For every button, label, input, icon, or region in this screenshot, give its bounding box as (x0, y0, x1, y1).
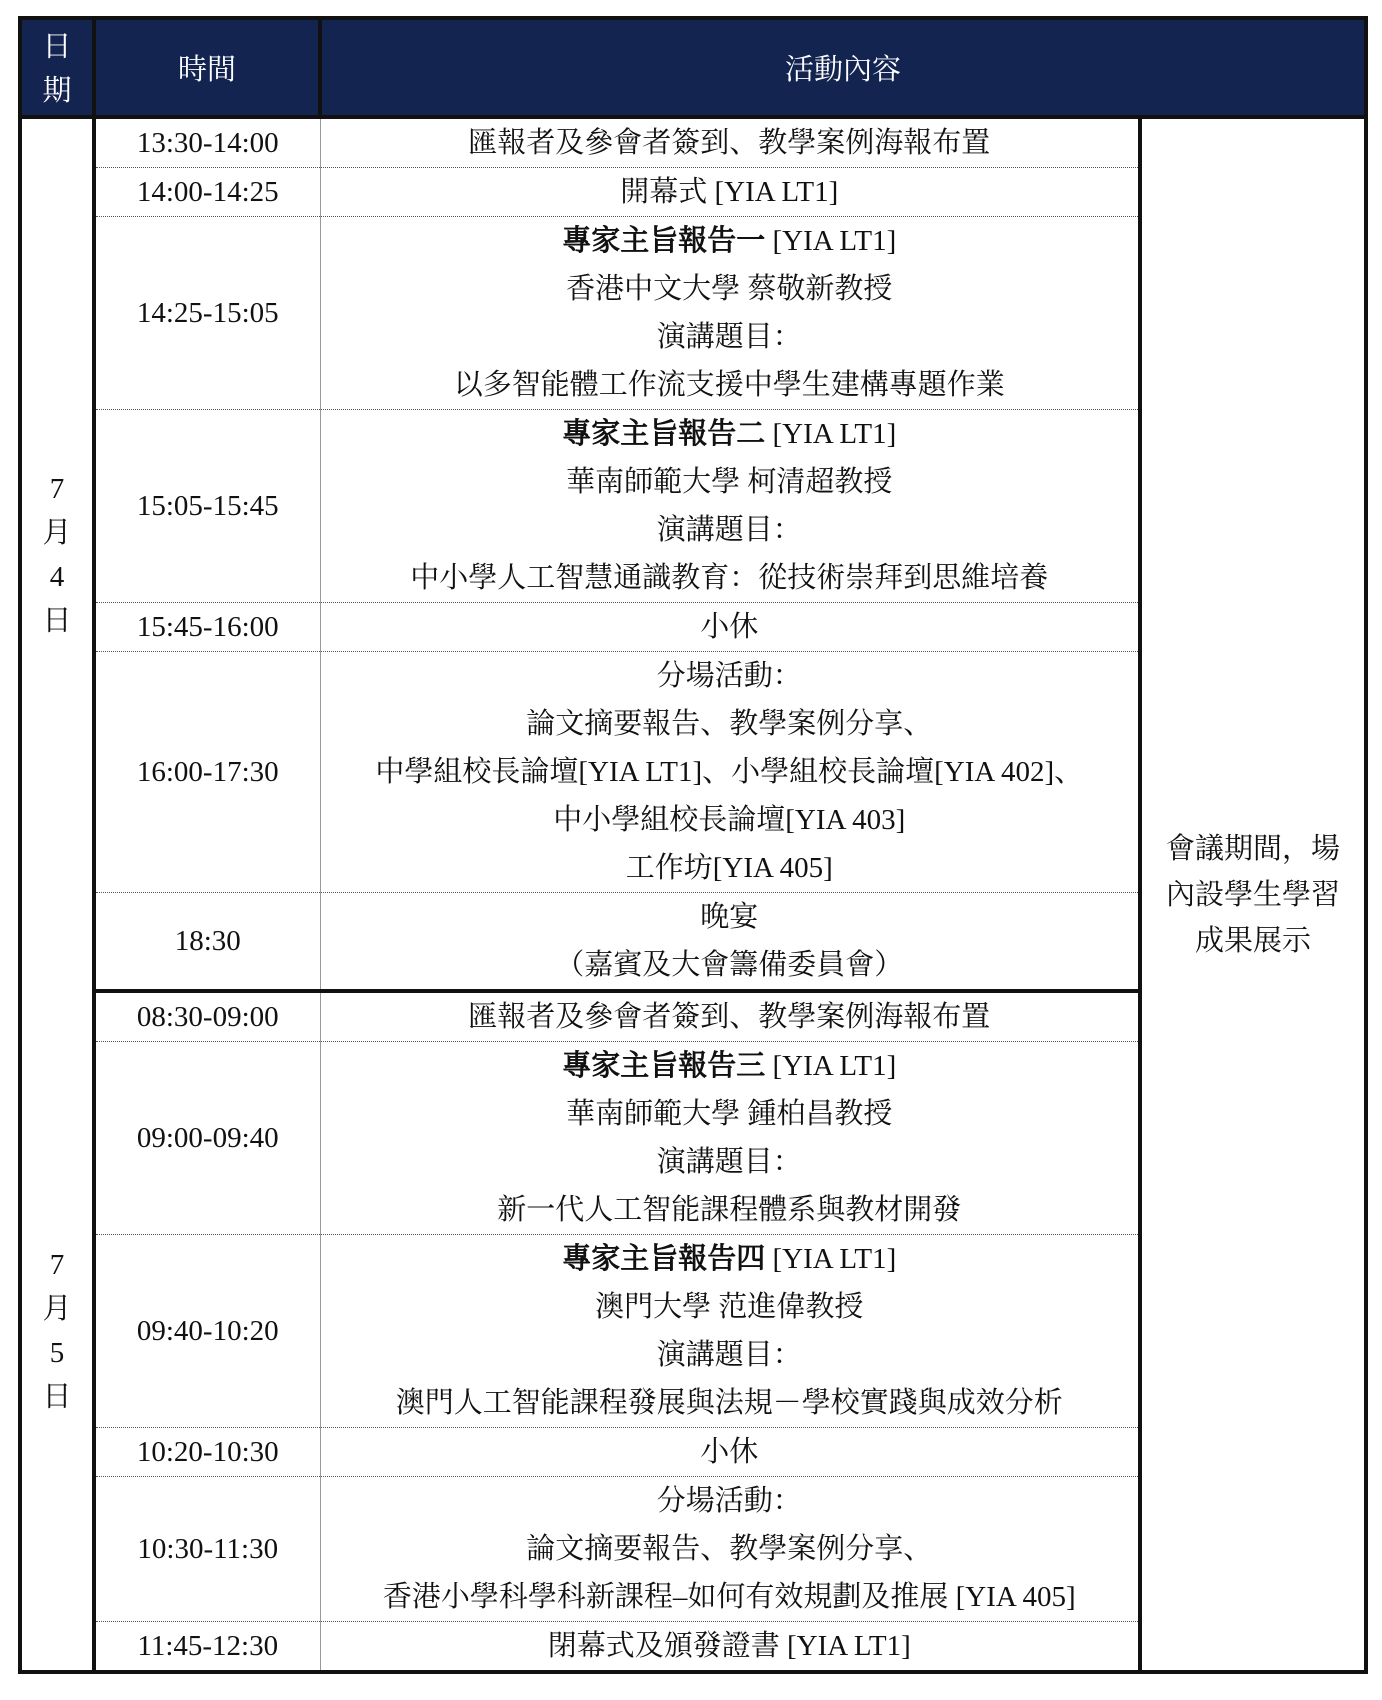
time-cell: 16:00-17:30 (94, 652, 320, 893)
time-cell: 15:05-15:45 (94, 410, 320, 603)
schedule-table (18, 16, 1368, 1674)
activity-cell (320, 652, 1140, 893)
activity-line: （嘉賓及大會籌備委員會） (555, 949, 904, 981)
time-cell: 10:20-10:30 (94, 1428, 320, 1477)
activity-cell (320, 991, 1140, 1042)
activity-cell (320, 1477, 1140, 1622)
activity-line: 晚宴 (700, 901, 759, 933)
activity-cell (320, 1042, 1140, 1235)
activity-line: 分場活動： (656, 1485, 802, 1517)
schedule-body (20, 117, 1366, 1672)
time-cell: 15:45-16:00 (94, 603, 320, 652)
activity-cell (320, 117, 1140, 168)
keynote-title: 專家主旨報告三 (562, 1050, 766, 1082)
time-cell: 09:00-09:40 (94, 1042, 320, 1235)
day-date-cell: 7 月 4 日 (20, 117, 94, 991)
day-date-cell: 7 月 5 日 (20, 991, 94, 1672)
header-row (20, 18, 1366, 117)
activity-cell (320, 410, 1140, 603)
activity-line: 論文摘要報告、教學案例分享、 (526, 708, 933, 740)
table-row (20, 117, 1366, 168)
activity-line: 專家主旨報告三 [YIA LT1] (562, 1050, 897, 1082)
activity-line: 論文摘要報告、教學案例分享、 (526, 1533, 933, 1565)
keynote-title: 專家主旨報告四 (562, 1243, 766, 1275)
time-cell: 14:25-15:05 (94, 217, 320, 410)
activity-line: 演講題目： (656, 1146, 802, 1178)
time-cell: 10:30-11:30 (94, 1477, 320, 1622)
exhibition-note: 會議期間，場內設學生學習成果展示 (1140, 117, 1366, 1672)
activity-cell (320, 1428, 1140, 1477)
activity-line: 專家主旨報告四 [YIA LT1] (562, 1243, 897, 1275)
activity-line: 開幕式 [YIA LT1] (620, 176, 839, 208)
keynote-title: 專家主旨報告二 (562, 418, 766, 450)
activity-cell (320, 217, 1140, 410)
activity-line: 澳門人工智能課程發展與法規－學校實踐與成效分析 (395, 1387, 1063, 1419)
activity-line: 匯報者及參會者簽到、教學案例海報布置 (468, 1001, 991, 1033)
time-cell: 08:30-09:00 (94, 991, 320, 1042)
activity-line: 專家主旨報告二 [YIA LT1] (562, 418, 897, 450)
activity-line: 演講題目： (656, 514, 802, 546)
activity-line: 新一代人工智能課程體系與教材開發 (497, 1194, 962, 1226)
activity-line: 小休 (700, 1436, 759, 1468)
keynote-title: 專家主旨報告一 (562, 225, 766, 257)
activity-line: 匯報者及參會者簽到、教學案例海報布置 (468, 127, 991, 159)
activity-line: 小休 (700, 611, 759, 643)
activity-line: 香港小學科學科新課程–如何有效規劃及推展 [YIA 405] (382, 1581, 1076, 1613)
activity-line: 專家主旨報告一 [YIA LT1] (562, 225, 897, 257)
activity-line: 閉幕式及頒發證書 [YIA LT1] (547, 1630, 911, 1662)
activity-line: 中學組校長論壇[YIA LT1]、小學組校長論壇[YIA 402]、 (375, 756, 1084, 788)
activity-line: 演講題目： (656, 321, 802, 353)
time-cell: 14:00-14:25 (94, 168, 320, 217)
activity-cell (320, 893, 1140, 992)
activity-line: 分場活動： (656, 660, 802, 692)
header-date: 日 期 (20, 18, 94, 117)
activity-line: 工作坊[YIA 405] (625, 852, 833, 884)
time-cell: 13:30-14:00 (94, 117, 320, 168)
activity-cell (320, 603, 1140, 652)
activity-line: 華南師範大學 柯清超教授 (566, 466, 893, 498)
activity-cell (320, 168, 1140, 217)
activity-line: 以多智能體工作流支援中學生建構專題作業 (453, 369, 1005, 401)
activity-cell (320, 1622, 1140, 1673)
time-cell: 09:40-10:20 (94, 1235, 320, 1428)
header-time: 時間 (94, 18, 320, 117)
activity-line: 中小學人工智慧通識教育：從技術崇拜到思維培養 (410, 562, 1049, 594)
activity-line: 香港中文大學 蔡敬新教授 (566, 273, 893, 305)
activity-line: 華南師範大學 鍾柏昌教授 (566, 1098, 893, 1130)
activity-cell (320, 1235, 1140, 1428)
activity-line: 澳門大學 范進偉教授 (595, 1291, 864, 1323)
time-cell: 18:30 (94, 893, 320, 992)
activity-line: 演講題目： (656, 1339, 802, 1371)
activity-line: 中小學組校長論壇[YIA 403] (553, 804, 906, 836)
header-activity: 活動內容 (320, 18, 1366, 117)
time-cell: 11:45-12:30 (94, 1622, 320, 1673)
